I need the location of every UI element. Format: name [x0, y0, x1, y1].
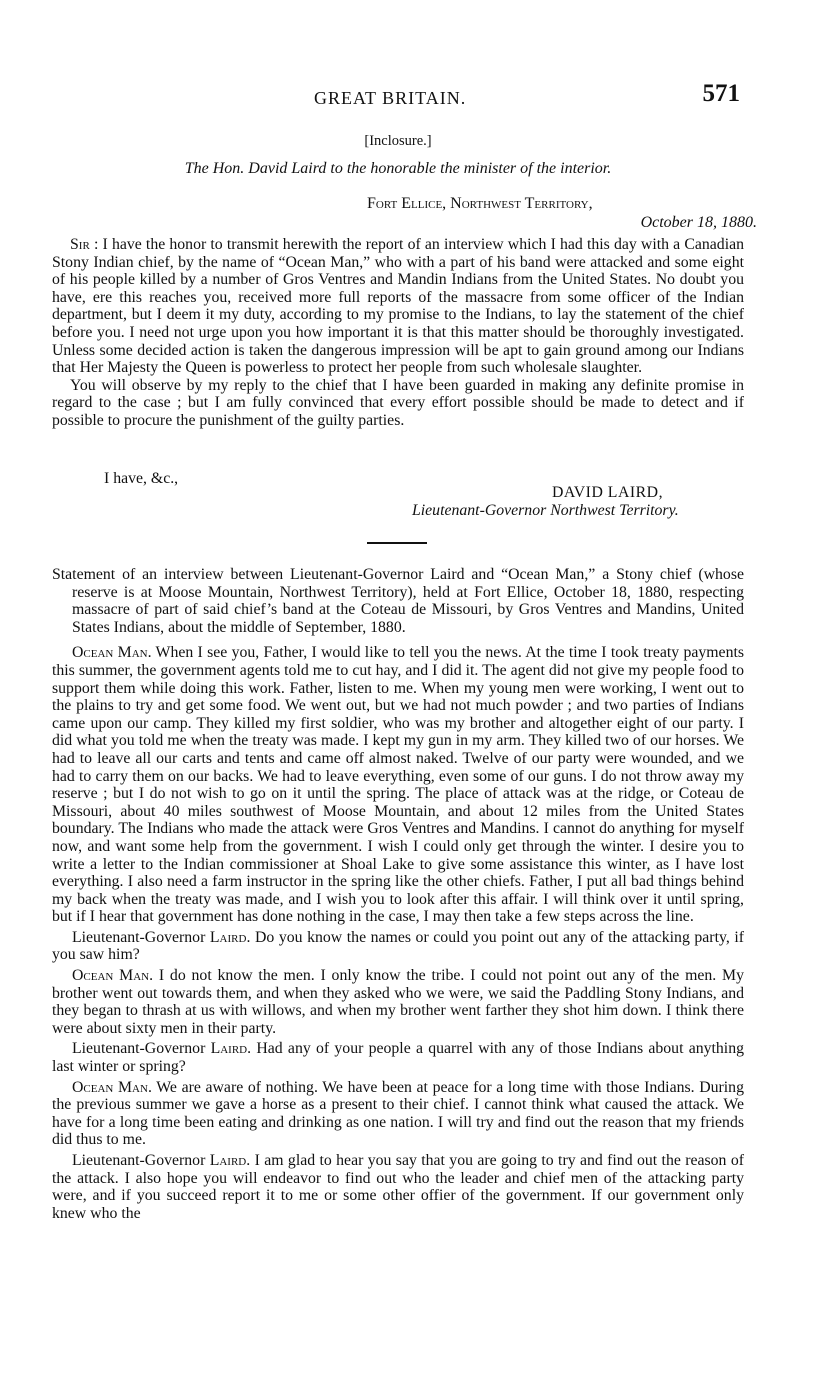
letter-paragraph-1-text: I have the honor to transmit herewith the report of an interview which I had this day with a Canadian Stony Indian chief, by the name of “Ocean Man,” who with a part of his band were attacked and some eight of his people killed by a number of Gros Ventres and Mandin Indians from the United States. No doubt you have, ere this reaches you, received more full reports of the massacre from some officer of the Indian department, but I deem it my duty, according to my promise to the Indians, to lay the statement of the chief before you. I need not urge upon you how important it is that this matter should be thoroughly investigated. Unless some decided action is taken the dangerous impression will be apt to gain ground among our Indians that Her Majesty the Queen is powerless to protect her people from such wholesale slaughter.	[52, 236, 745, 377]
signature-name: DAVID LAIRD,	[552, 484, 664, 501]
running-head	[52, 80, 744, 120]
statement-text: We are aware of nothing. We have been at peace for a long time with those Indians. During the previous summer we gave a horse as a present to their chief. I cannot think what caused the attack. We have for a long time been eating and drinking as one nation. I will try and find out the reason that my friends did thus to me.	[52, 1078, 744, 1149]
dateline-place: Fort Ellice, Northwest Territory,	[367, 195, 593, 212]
statement-ocean-man-1	[52, 644, 744, 926]
speaker-label: Laird.	[209, 1152, 251, 1169]
inclosure-label: [Inclosure.]	[364, 133, 432, 149]
letter-paragraph-2: You will observe by my reply to the chief that I have been guarded in making any definite promise in regard to the case ; but I am fully convinced that every effort possible should be made to detect and if possible to procure the punishment of the guilty parties.	[52, 376, 744, 429]
closing: I have, &c.,	[104, 470, 179, 487]
statement-laird-1	[52, 929, 744, 964]
statement-text: Had any of your people a quarrel with any of those Indians about anything last winter or spring?	[52, 1040, 744, 1076]
statement-text: Do you know the names or could you point out any of the attacking party, if you saw him?	[52, 928, 744, 964]
section-divider	[367, 542, 427, 544]
statement-intro: Statement of an interview between Lieutenant-Governor Laird and “Ocean Man,” a Stony chief (whose reserve is at Moose Mountain, Northwest Territory), held at Fort Ellice, October 18, 1880, respecting massacre of part of said chief’s band at the Coteau de Missouri, by Gros Ventres and Mandins, United States Indians, about the middle of September, 1880.	[52, 566, 744, 636]
letter-body	[52, 236, 744, 430]
signature-title: Lieutenant-Governor Northwest Territory.	[412, 502, 679, 519]
statement-ocean-man-3	[52, 1079, 744, 1149]
speaker-label: Ocean Man.	[72, 967, 154, 985]
speaker-label: Laird.	[210, 1040, 252, 1058]
statement-laird-3	[52, 1152, 744, 1222]
statement-text: When I see you, Father, I would like to tell you the news. At the time I took treaty payments this summer, the government agents told me to cut hay, and I did it. The agent did not give my people food to support them while doing this work. Father, listen to me. When my young men were working, I went out to the plains to try and get some food. We went out, but we had not much powder ; and two parties of Indians came upon our camp. They killed my first soldier, who was my brother and altogether eight of our party. I did what you told me when the treaty was made. I kept my gun in my arm. They killed two of our horses. We had to leave all our carts and tents and came off almost naked. Twelve of our party were wounded, and we had to carry them on our backs. We had to leave everything, even some of our guns. I do not throw away my reserve ; but I do not wish to go on it until the spring. The place of attack was at the ridge, or Coteau de Missouri, about 40 miles southwest of Moose Mountain, and about 12 miles from the United States boundary. The Indians who made the attack were Gros Ventres and Mandins. I cannot do anything for myself now, and want some help from the government. I wish I could only get through the winter. I desire you to write a letter to the Indian commissioner at Shoal Lake to give some assistance this winter, as I have lost everything. I also need a farm instructor in the spring like the other chiefs. Father, I put all bad things behind my back when the treaty was made, and I wish you to look after this affair. I will think over it until spring, but if I hear that government has done nothing in the case, I may then take a few steps across the line.	[52, 644, 744, 926]
dateline	[367, 194, 767, 232]
statement-ocean-man-2	[52, 967, 744, 1037]
speaker-prefix: Lieutenant-Governor	[72, 1040, 211, 1058]
statement-text: I am glad to hear you say that you are going to try and find out the reason of the attack. I also hope you will endeavor to find out who the leader and chief men of the attacking party were, and if you succeed report it to me or some other offier of the government. If our government only knew who the	[52, 1152, 744, 1222]
statement-text: I do not know the men. I only know the tribe. I could not point out any of the men. My brother went out towards them, and when they asked who we were, we said the Paddling Stony Indians, and they began to thrash at us with willows, and when my brother went farther they shot him down. I think there were about sixty men in their party.	[52, 967, 744, 1037]
letter-paragraph-1	[52, 236, 744, 377]
dateline-date	[367, 213, 767, 232]
letter-title: The Hon. David Laird to the honorable the minister of the interior.	[184, 160, 612, 177]
speaker-prefix: Lieutenant-Governor	[72, 928, 210, 946]
salutation: Sir :	[70, 236, 99, 253]
speaker-label: Ocean Man.	[72, 644, 152, 662]
speaker-label: Ocean Man.	[72, 1078, 152, 1096]
page-number: 571	[702, 80, 740, 107]
speaker-prefix: Lieutenant-Governor	[72, 1152, 210, 1169]
statement-laird-2	[52, 1040, 744, 1075]
speaker-label: Laird.	[209, 928, 251, 946]
signature-block	[412, 484, 732, 520]
running-title: GREAT BRITAIN.	[314, 88, 467, 108]
dateline-date-text: October 18, 1880.	[640, 214, 757, 231]
statement-body	[52, 566, 744, 1222]
